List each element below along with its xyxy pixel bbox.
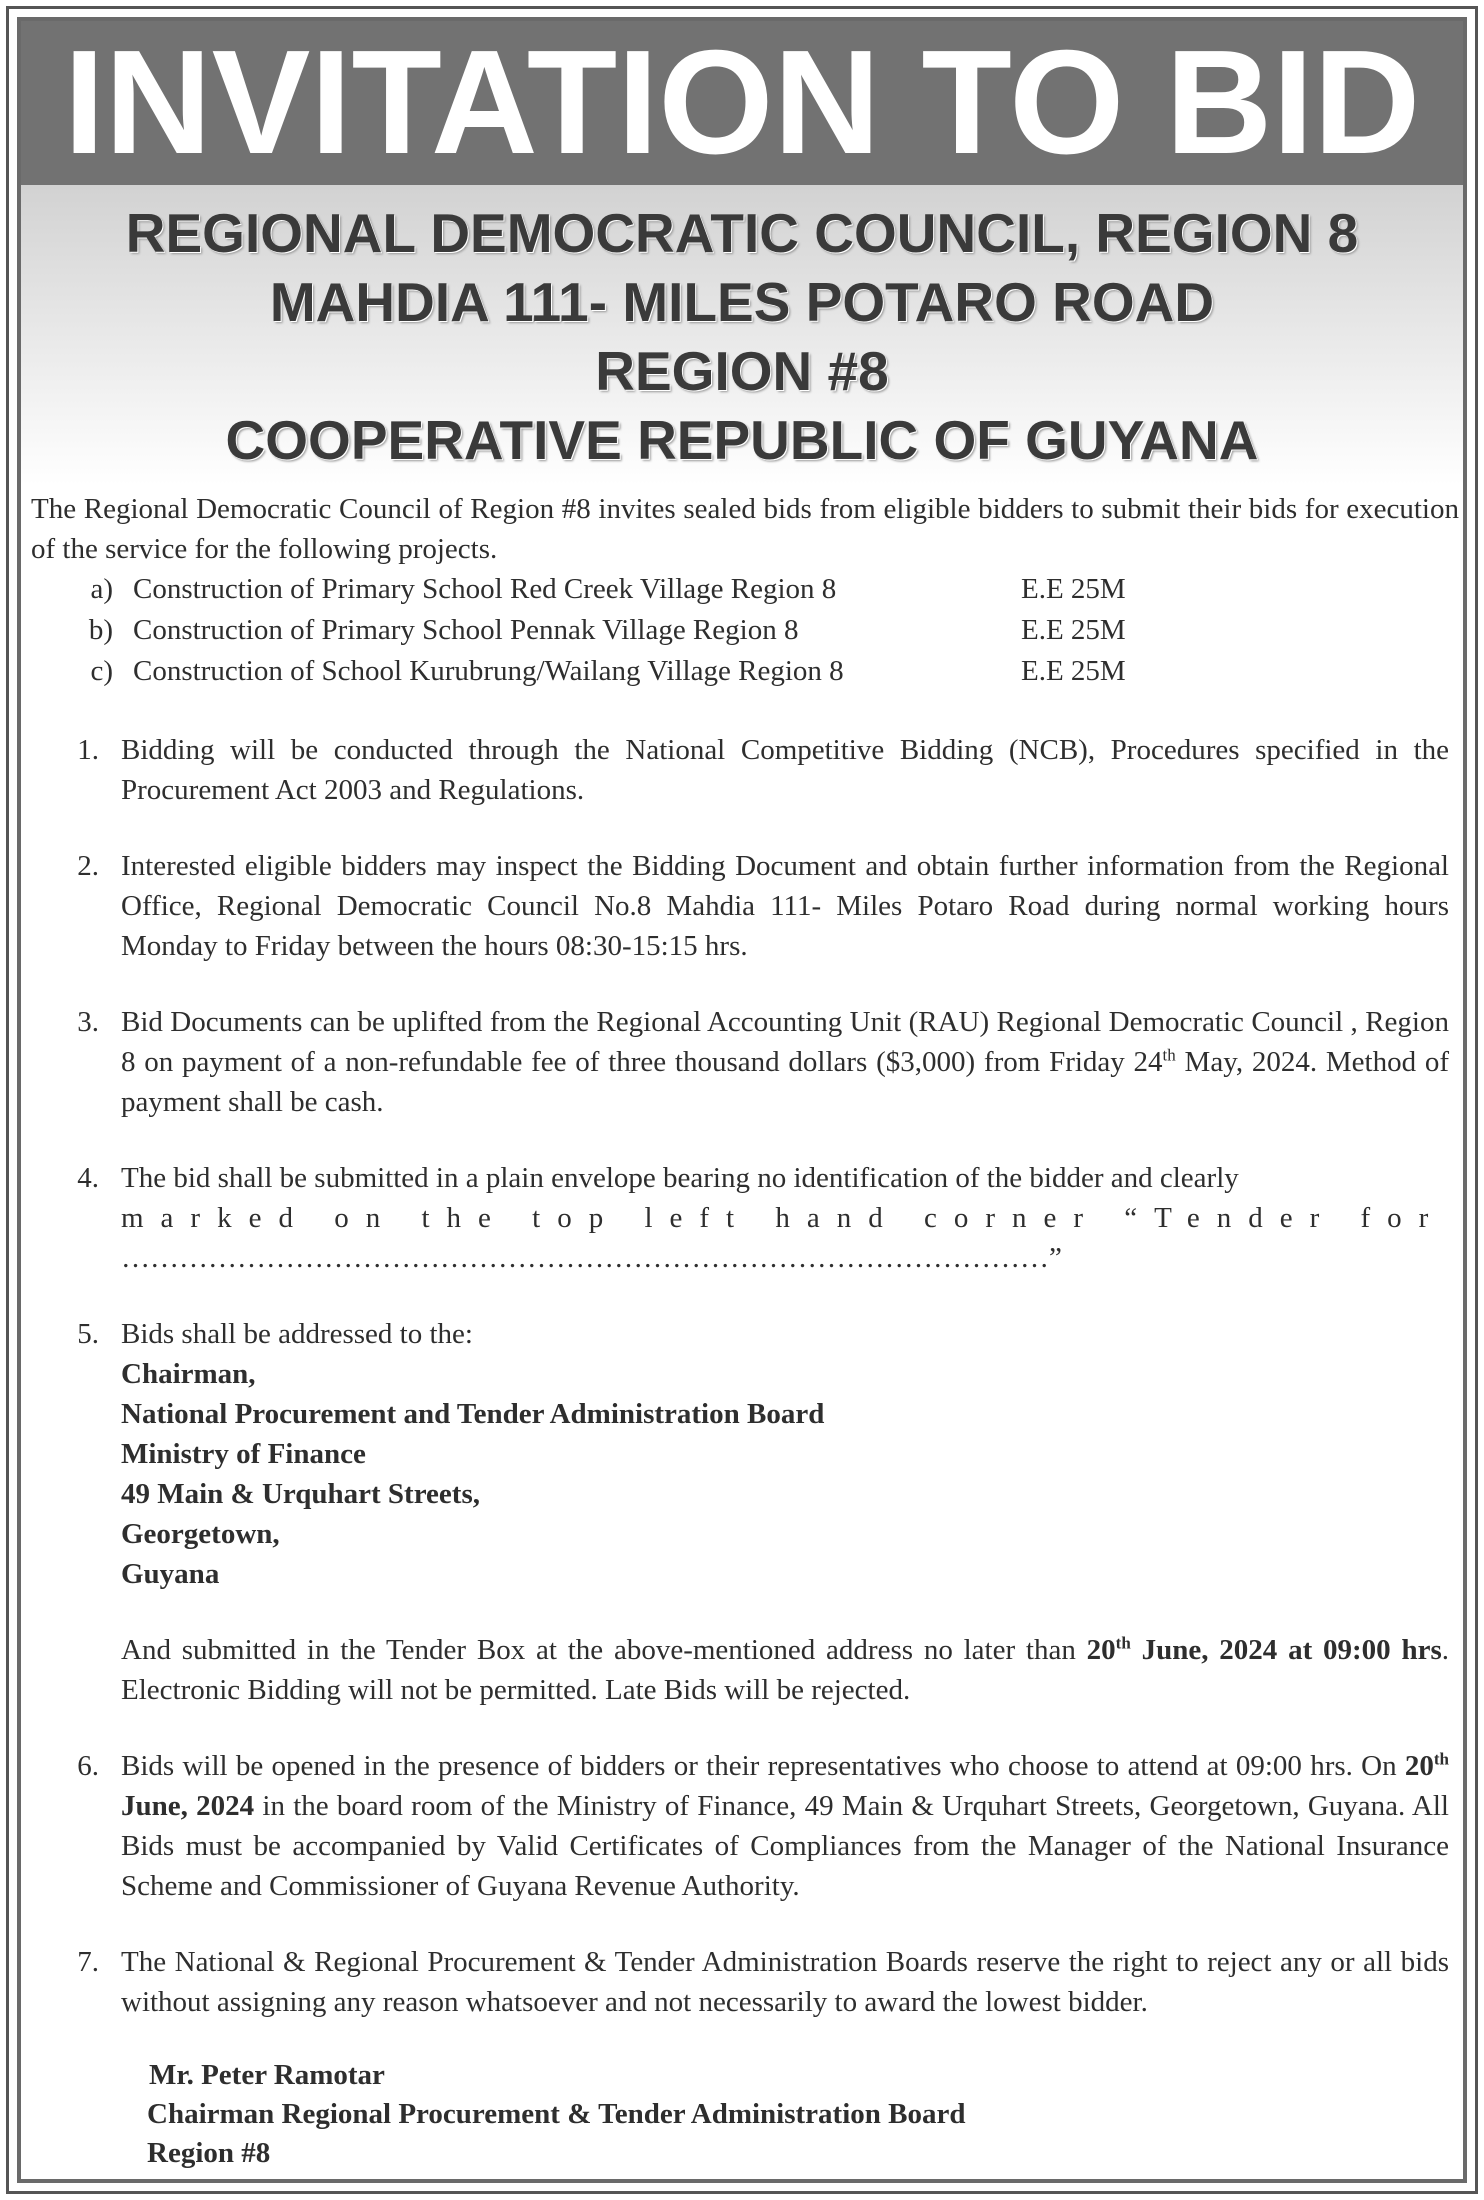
project-estimate: E.E 25M [1021, 573, 1126, 605]
project-estimate: E.E 25M [1021, 655, 1126, 687]
header-line-country: COOPERATIVE REPUBLIC OF GUYANA [225, 409, 1259, 471]
issuer-header [21, 185, 1463, 485]
address-line: National Procurement and Tender Administration Board [121, 1398, 825, 1430]
clause-text [121, 1314, 1449, 1710]
project-estimate: E.E 25M [1021, 614, 1126, 646]
header-line-council: REGIONAL DEMOCRATIC COUNCIL, REGION 8 [125, 202, 1359, 264]
tender-blank-line: ……………………………………………………………………………………” [121, 1242, 1062, 1274]
project-item [31, 569, 1459, 610]
clause-2 [31, 846, 1459, 966]
project-list [31, 569, 1459, 692]
notice-outer-frame [6, 6, 1478, 2194]
clause-number: 2. [77, 850, 99, 882]
project-label: b) [88, 614, 113, 646]
clause-text-part: Bid Documents can be uplifted from the Regional Accounting Unit (RAU) Regional Democratic Council , Region 8 on payment of a non-refundable fee of three thousand dollars ($3,000) from Friday 24 [121, 1006, 1449, 1078]
ordinal-suffix: th [1115, 1633, 1131, 1653]
address-line: Ministry of Finance [121, 1438, 366, 1470]
project-name: Construction of Primary School Red Creek Village Region 8 [133, 573, 837, 605]
clause-number: 5. [77, 1318, 99, 1350]
notice-title-banner [21, 21, 1463, 185]
clause-line-spaced: marked on the top left hand corner “Tender for [121, 1202, 1446, 1234]
clause-6 [31, 1746, 1459, 1906]
deadline-date-rest: June, 2024 at 09:00 hrs [1130, 1634, 1442, 1666]
clause-number: 4. [77, 1162, 99, 1194]
intro-paragraph: The Regional Democratic Council of Region #8 invites sealed bids from eligible bidders to submit their bids for execution of the service for the following projects. [31, 493, 1459, 565]
clause-text: Bidding will be conducted through the National Competitive Bidding (NCB), Procedures specified in the Procurement Act 2003 and Regulations. [121, 734, 1449, 806]
deadline-date: 20 [1086, 1634, 1116, 1666]
clause-number: 3. [77, 1006, 99, 1038]
clause-lead: Bids shall be addressed to the: [121, 1318, 473, 1350]
signatory-title: Chairman Regional Procurement & Tender Administration Board [147, 2098, 966, 2130]
clause-text: Interested eligible bidders may inspect the Bidding Document and obtain further information from the Regional Office, Regional Democratic Council No.8 Mahdia 111- Miles Potaro Road during normal working hours Monday to Friday between the hours 08:30-15:15 hrs. [121, 850, 1449, 962]
ordinal-suffix: th [1433, 1749, 1449, 1769]
clause-1 [31, 730, 1459, 810]
clause-text [121, 1158, 1449, 1278]
clause-3 [31, 1002, 1459, 1122]
clause-text-part: And submitted in the Tender Box at the above-mentioned address no later than [121, 1634, 1087, 1666]
project-name: Construction of Primary School Pennak Village Region 8 [133, 614, 799, 646]
clause-text-part: Bids will be opened in the presence of bidders or their representatives who choose to attend at 09:00 hrs. On [121, 1750, 1405, 1782]
clause-text-part: May, 2024. Method of payment shall be cash. [121, 1046, 1449, 1118]
opening-date: 20 [1404, 1750, 1434, 1782]
clause-number: 6. [77, 1750, 99, 1782]
project-item [31, 651, 1459, 692]
clause-text: The National & Regional Procurement & Tender Administration Boards reserve the right to reject any or all bids without assigning any reason whatsoever and not necessarily to award the lowest bidder. [121, 1946, 1449, 2018]
project-item [31, 610, 1459, 651]
clause-7 [31, 1942, 1459, 2022]
project-label: c) [90, 655, 113, 687]
signatory-region: Region #8 [147, 2137, 271, 2169]
project-label: a) [90, 573, 113, 605]
clause-number: 1. [77, 734, 99, 766]
notice-title: INVITATION TO BID [63, 20, 1421, 185]
address-line: 49 Main & Urquhart Streets, [121, 1478, 480, 1510]
address-line: Chairman, [121, 1358, 256, 1390]
clause-text [121, 1002, 1449, 1122]
clause-text-part: in the board room of the Ministry of Finance, 49 Main & Urquhart Streets, Georgetown, Guyana. All Bids must be accompanied by Valid Certificates of Compliances from the Manager of the National Insurance Scheme and Commissioner of Guyana Revenue Authority. [121, 1790, 1449, 1902]
header-line-region: REGION #8 [595, 340, 889, 402]
ordinal-suffix: th [1162, 1045, 1176, 1065]
address-line: Georgetown, [121, 1518, 280, 1550]
address-line: Guyana [121, 1558, 220, 1590]
submission-deadline [121, 1630, 1449, 1710]
clause-text [121, 1746, 1449, 1906]
notice-body [31, 489, 1459, 2173]
signature-block [31, 2056, 1459, 2173]
clause-line: The bid shall be submitted in a plain envelope bearing no identification of the bidder and clearly [121, 1162, 1239, 1194]
notice-inner-frame [17, 17, 1467, 2183]
clause-5 [31, 1314, 1459, 1710]
project-name: Construction of School Kurubrung/Wailang Village Region 8 [133, 655, 844, 687]
opening-date-rest: June, 2024 [121, 1790, 255, 1822]
clause-4 [31, 1158, 1459, 1278]
signatory-name: Mr. Peter Ramotar [149, 2059, 385, 2091]
clause-number: 7. [77, 1946, 99, 1978]
clause-text-part: . Electronic Bidding will not be permitted. Late Bids will be rejected. [121, 1634, 1450, 1706]
header-line-address: MAHDIA 111- MILES POTARO ROAD [269, 271, 1215, 333]
